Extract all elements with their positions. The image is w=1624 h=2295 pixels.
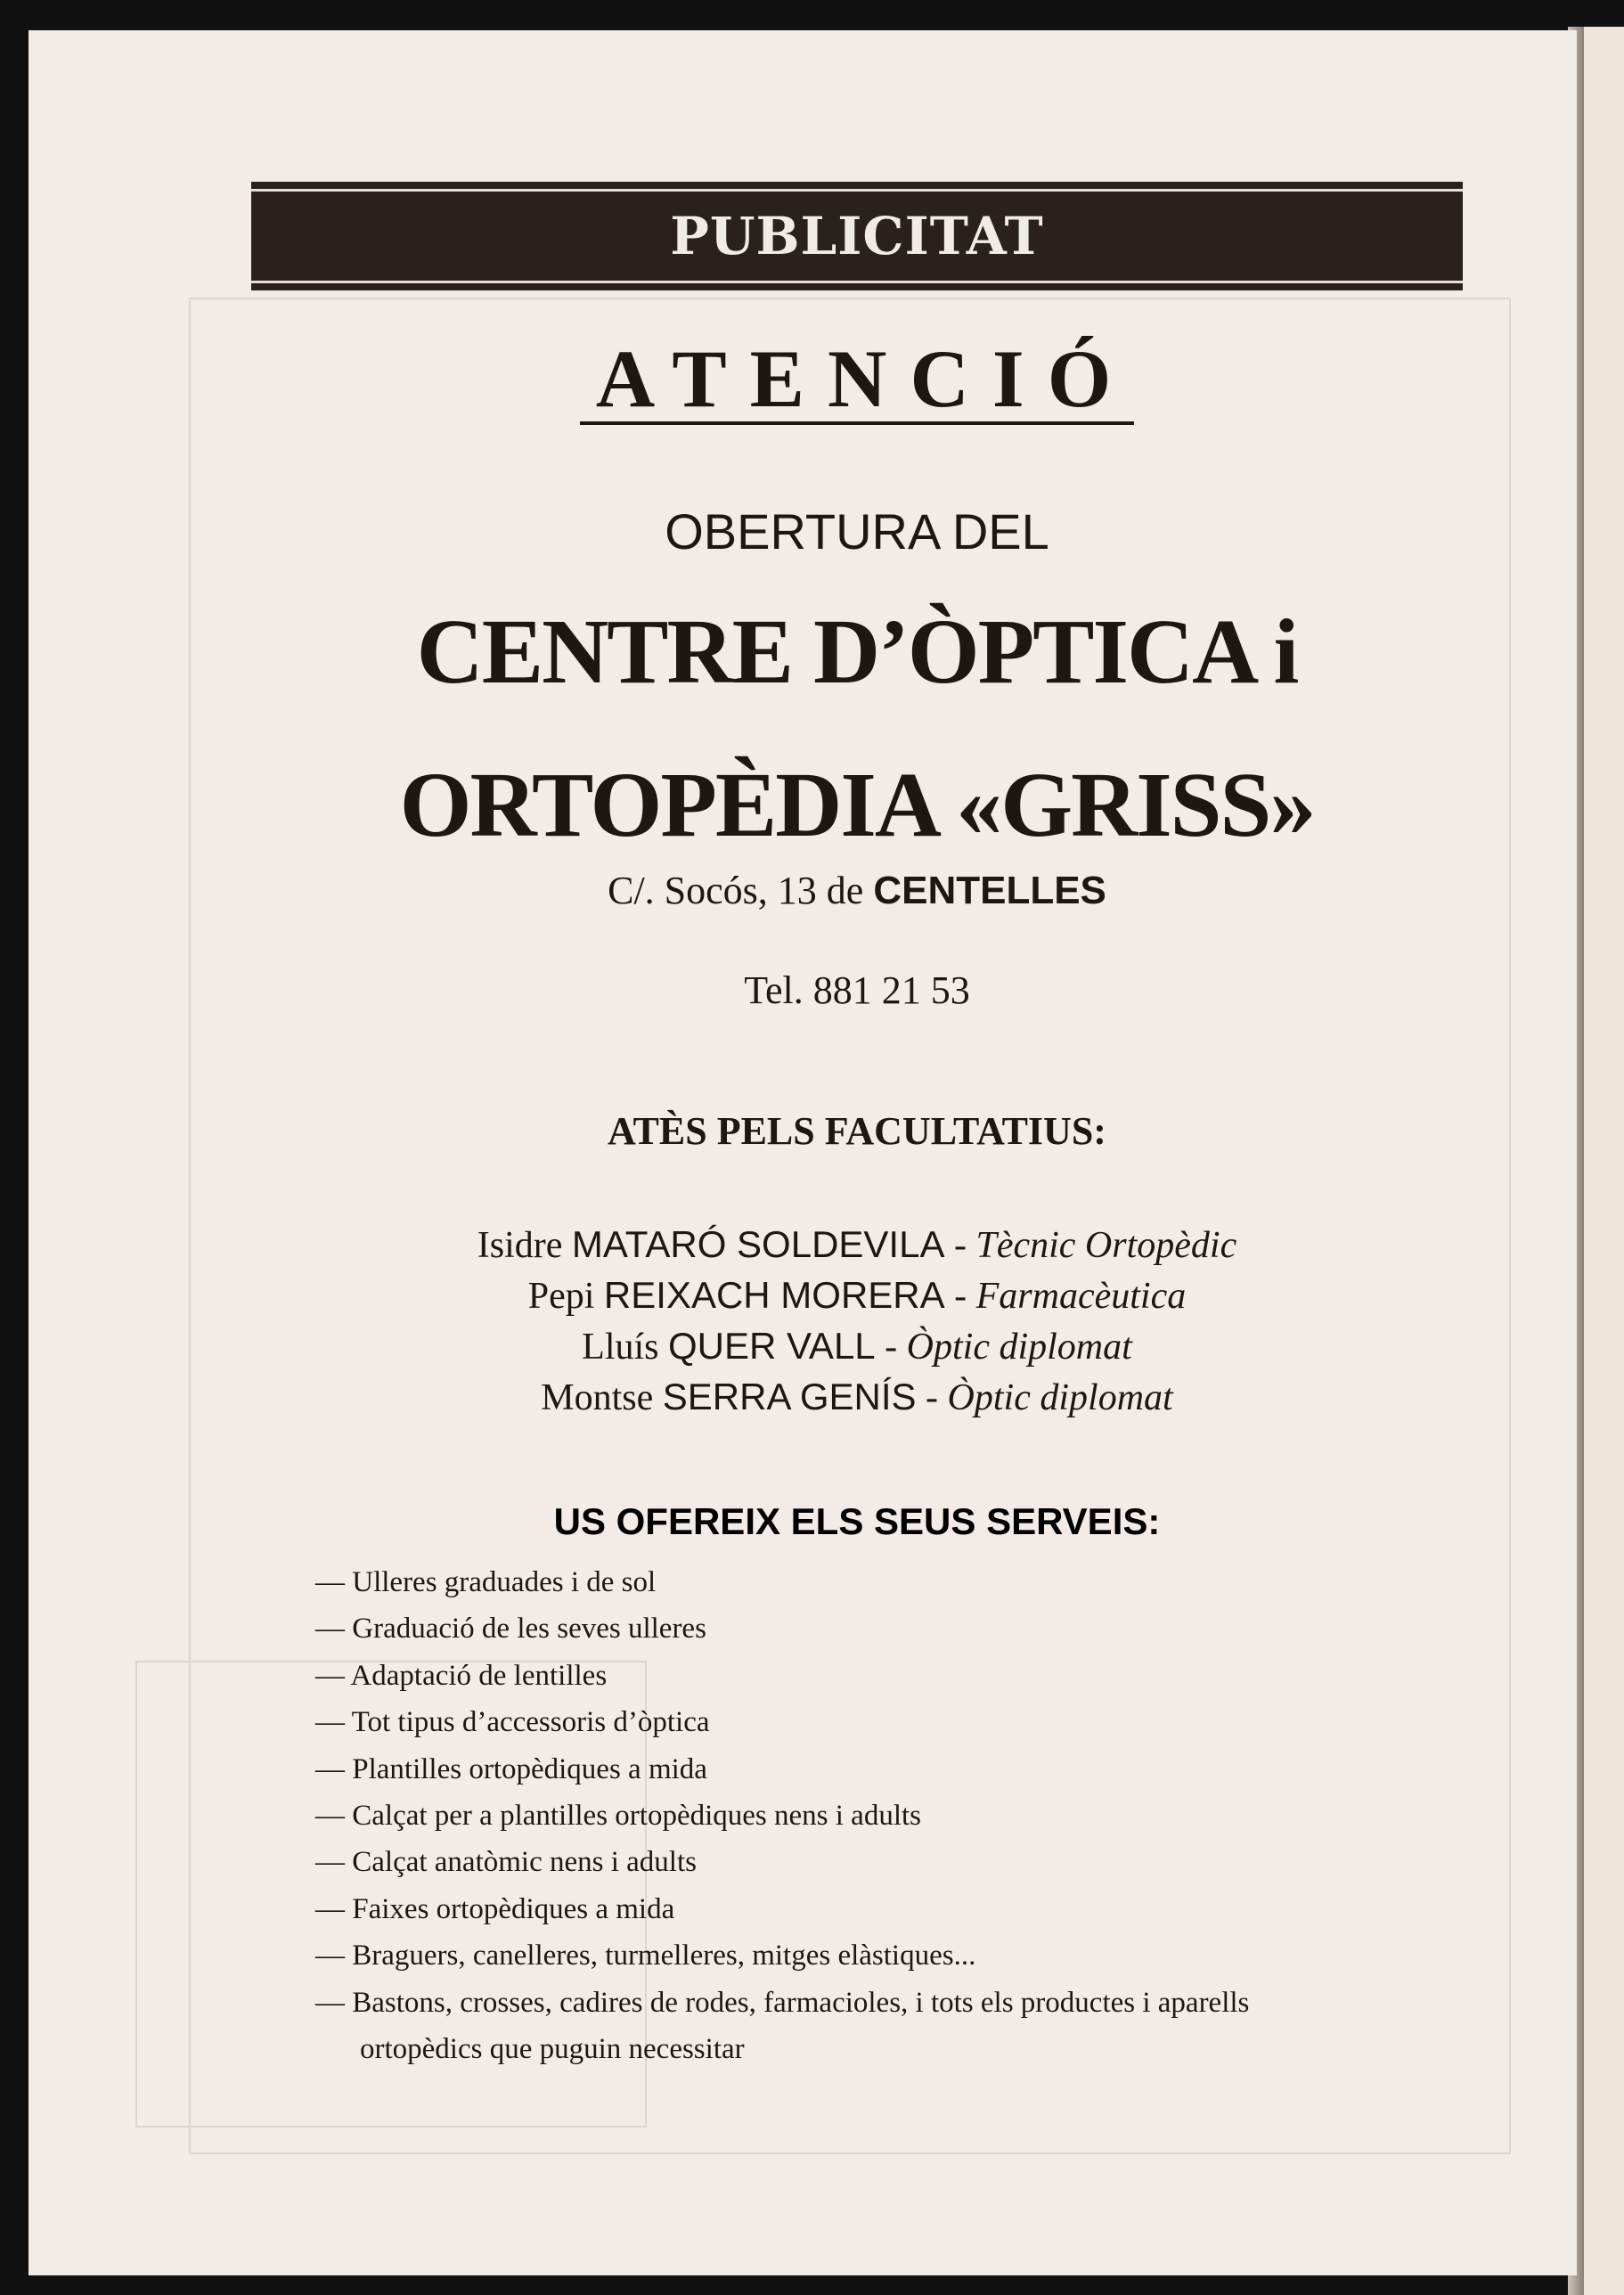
section-header-bar [251, 182, 1463, 290]
magazine-page [29, 30, 1577, 2275]
service-item: — Graduació de les seves ulleres [315, 1613, 706, 1646]
staff-surname: MATARÓ SOLDEVILA [571, 1223, 945, 1265]
staff-first-name: Montse [541, 1377, 654, 1418]
service-item: — Adaptació de lentilles [315, 1659, 608, 1692]
service-item: — Ulleres graduades i de sol [315, 1566, 657, 1598]
staff-role: Tècnic Ortopèdic [975, 1225, 1237, 1266]
staff-entry: Pepi REIXACH MORERA - Farmacèutica [527, 1274, 1187, 1317]
service-item: — Bastons, crosses, cadires de rodes, farmacioles, i tots els productes i aparells ortopèdics que puguin necessitar [315, 1986, 1250, 2066]
service-item: — Plantilles ortopèdiques a mida [315, 1752, 707, 1785]
staff-entry: Lluís QUER VALL - Òptic diplomat [582, 1325, 1132, 1368]
staff-role: Òptic diplomat [947, 1377, 1173, 1418]
service-item: — Faixes ortopèdiques a mida [315, 1892, 675, 1925]
phone-number: Tel. 881 21 53 [744, 968, 970, 1012]
staff-entry: Montse SERRA GENÍS - Òptic diplomat [541, 1376, 1173, 1418]
staff-first-name: Isidre [477, 1225, 563, 1266]
centre-line: CENTRE D’ÒPTICA i [416, 600, 1298, 703]
service-item: — Calçat anatòmic nens i adults [315, 1846, 697, 1879]
service-item: — Tot tipus d’accessoris d’òptica [315, 1706, 710, 1739]
service-item: — Braguers, canelleres, turmelleres, mitges elàstiques... [315, 1940, 976, 1972]
headline-text: ATENCIÓ [580, 338, 1135, 425]
business-name: ORTOPÈDIA «GRISS» [399, 754, 1315, 856]
services-heading: US OFEREIX ELS SEUS SERVEIS: [553, 1500, 1161, 1542]
staff-role: Òptic diplomat [906, 1327, 1132, 1368]
address-street: C/. Socós, 13 de [608, 869, 864, 912]
staff-surname: REIXACH MORERA [603, 1274, 945, 1316]
service-item: — Calçat per a plantilles ortopèdiques nens i adults [315, 1800, 921, 1833]
opening-line: OBERTURA DEL [665, 503, 1049, 559]
staff-heading: ATÈS PELS FACULTATIUS: [608, 1109, 1106, 1153]
staff-entry: Isidre MATARÓ SOLDEVILA - Tècnic Ortopèdic [477, 1223, 1237, 1266]
staff-role: Farmacèutica [975, 1276, 1187, 1317]
section-title: PUBLICITAT [670, 206, 1044, 266]
address [251, 868, 1463, 913]
staff-list [251, 1220, 1463, 1423]
staff-surname: QUER VALL [668, 1325, 876, 1367]
facing-page-edge [1581, 27, 1624, 2295]
staff-first-name: Lluís [582, 1327, 659, 1368]
staff-surname: SERRA GENÍS [662, 1376, 917, 1417]
headline [251, 331, 1463, 426]
services-list [315, 1559, 1384, 2072]
address-town: CENTELLES [873, 869, 1106, 912]
staff-first-name: Pepi [527, 1276, 595, 1317]
